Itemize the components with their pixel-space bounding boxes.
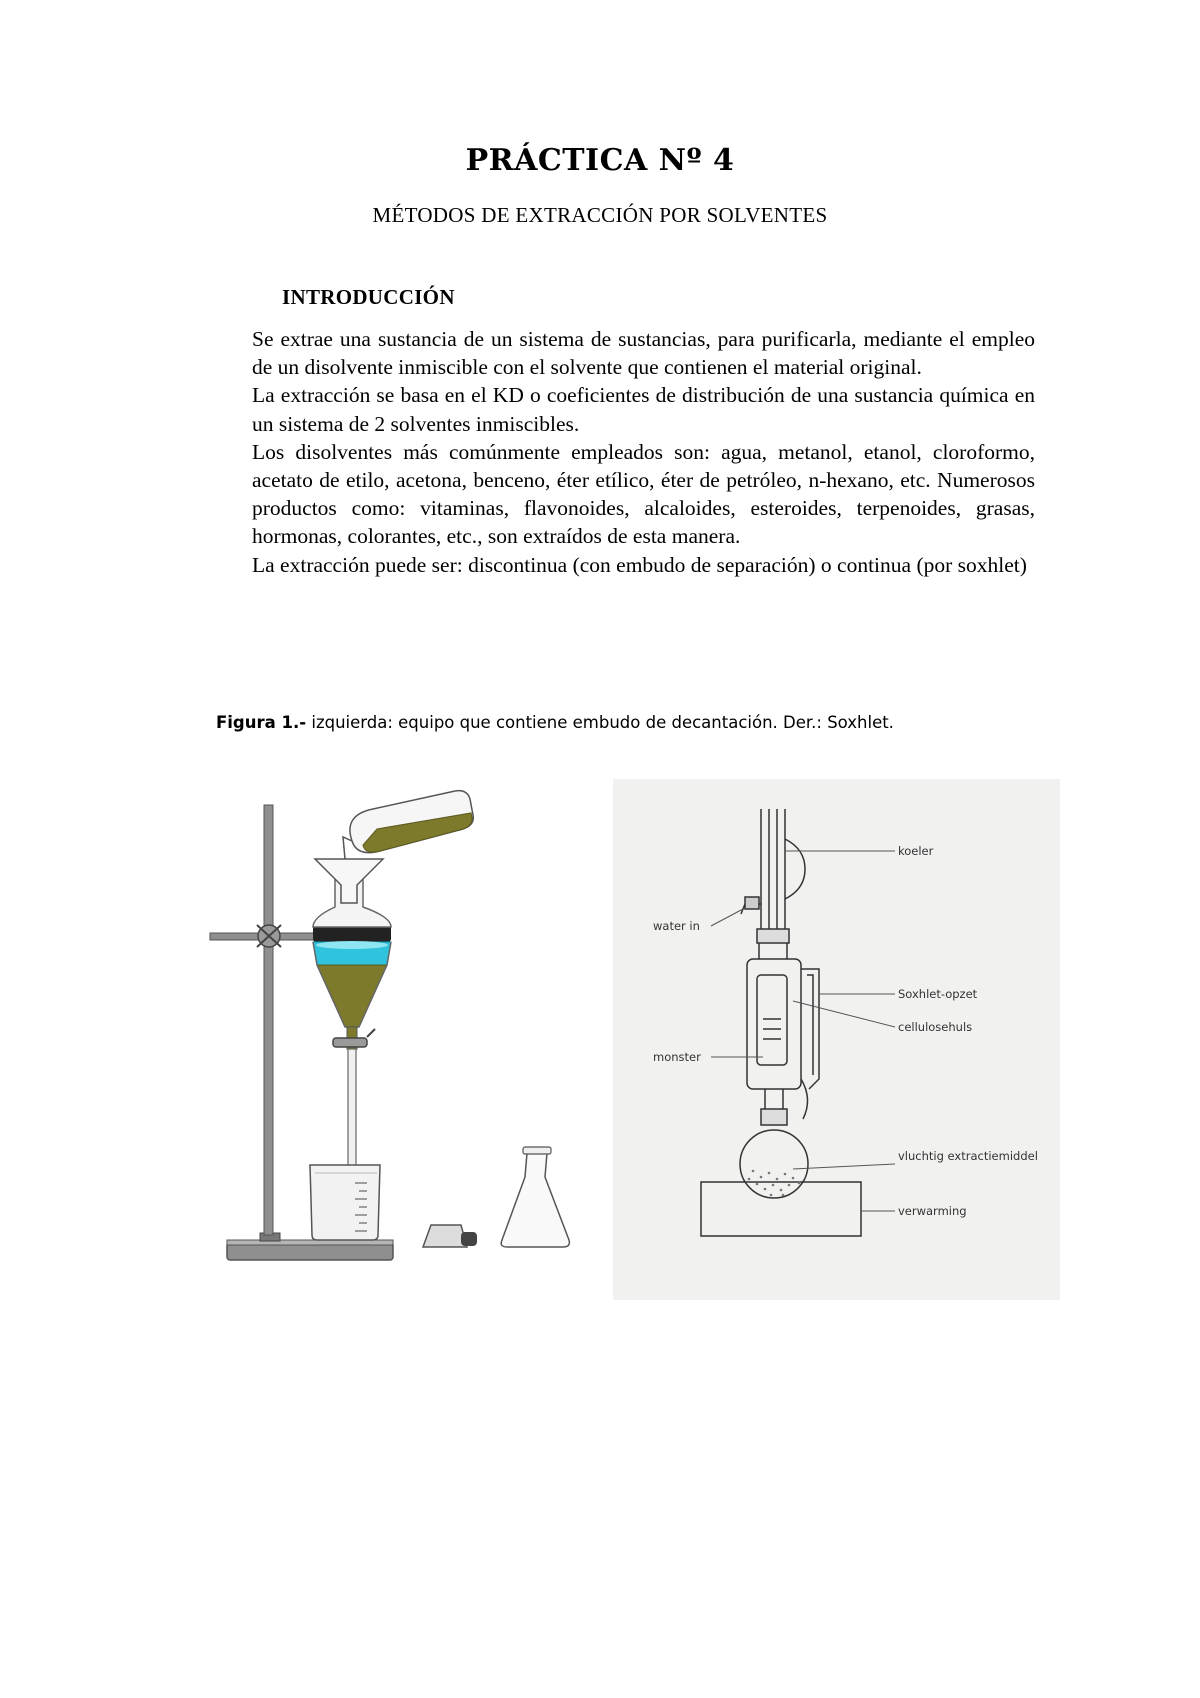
label-extractiemiddel: vluchtig extractiemiddel [898,1149,1038,1163]
weight-stopper [423,1225,477,1247]
paragraph-4: La extracción puede ser: discontinua (con embudo de separación) o continua (por soxhlet) [252,552,1027,577]
label-soxhlet-opzet: Soxhlet-opzet [898,987,978,1001]
figure-caption-text: izquierda: equipo que contiene embudo de decantación. Der.: Soxhlet. [306,713,894,732]
figure-caption-label: Figura 1.- [216,713,307,732]
section-heading-introduccion: INTRODUCCIÓN [282,285,455,309]
beaker [310,1165,380,1240]
erlenmeyer-flask [501,1153,569,1247]
pouring-flask [343,791,473,859]
paragraph-3: Los disolventes más comúnmente empleados son: agua, metanol, etanol, cloroformo, acetato de etilo, acetona, benceno, éter etílico, éter de petróleo, n-hexano, etc. Numerosos productos como: vitaminas, flavonoides, alcaloides, esteroides, terpenoides, grasas, hormonas, colorantes, etc., son extraídos de esta manera. [252,439,1035,549]
stand-rod [264,805,273,1235]
label-koeler: koeler [898,844,934,858]
figure-caption [216,713,894,732]
organic-layer [317,965,387,1027]
separatory-funnel-illustration [205,785,605,1265]
filter-funnel [315,859,383,903]
label-cellulosehuls: cellulosehuls [898,1020,973,1034]
label-water-in: water in [653,919,700,933]
label-monster: monster [653,1050,701,1064]
page-title: PRÁCTICA Nº 4 [465,143,735,178]
paragraph-1: Se extrae una sustancia de un sistema de sustancias, para purificarla, mediante el empleo de un disolvente inmiscible con el solvente que contienen el material original. [252,327,1035,380]
paragraph-2: La extracción se basa en el KD o coeficientes de distribución de una sustancia química en un sistema de 2 solventes inmiscibles. [252,383,1035,436]
outlet-tube [348,1049,356,1169]
soxhlet-illustration [613,779,1060,1300]
label-verwarming: verwarming [898,1204,967,1218]
introduction-body [252,325,1035,579]
page-subtitle: MÉTODOS DE EXTRACCIÓN POR SOLVENTES [372,203,828,227]
stopcock-key [333,1038,367,1047]
